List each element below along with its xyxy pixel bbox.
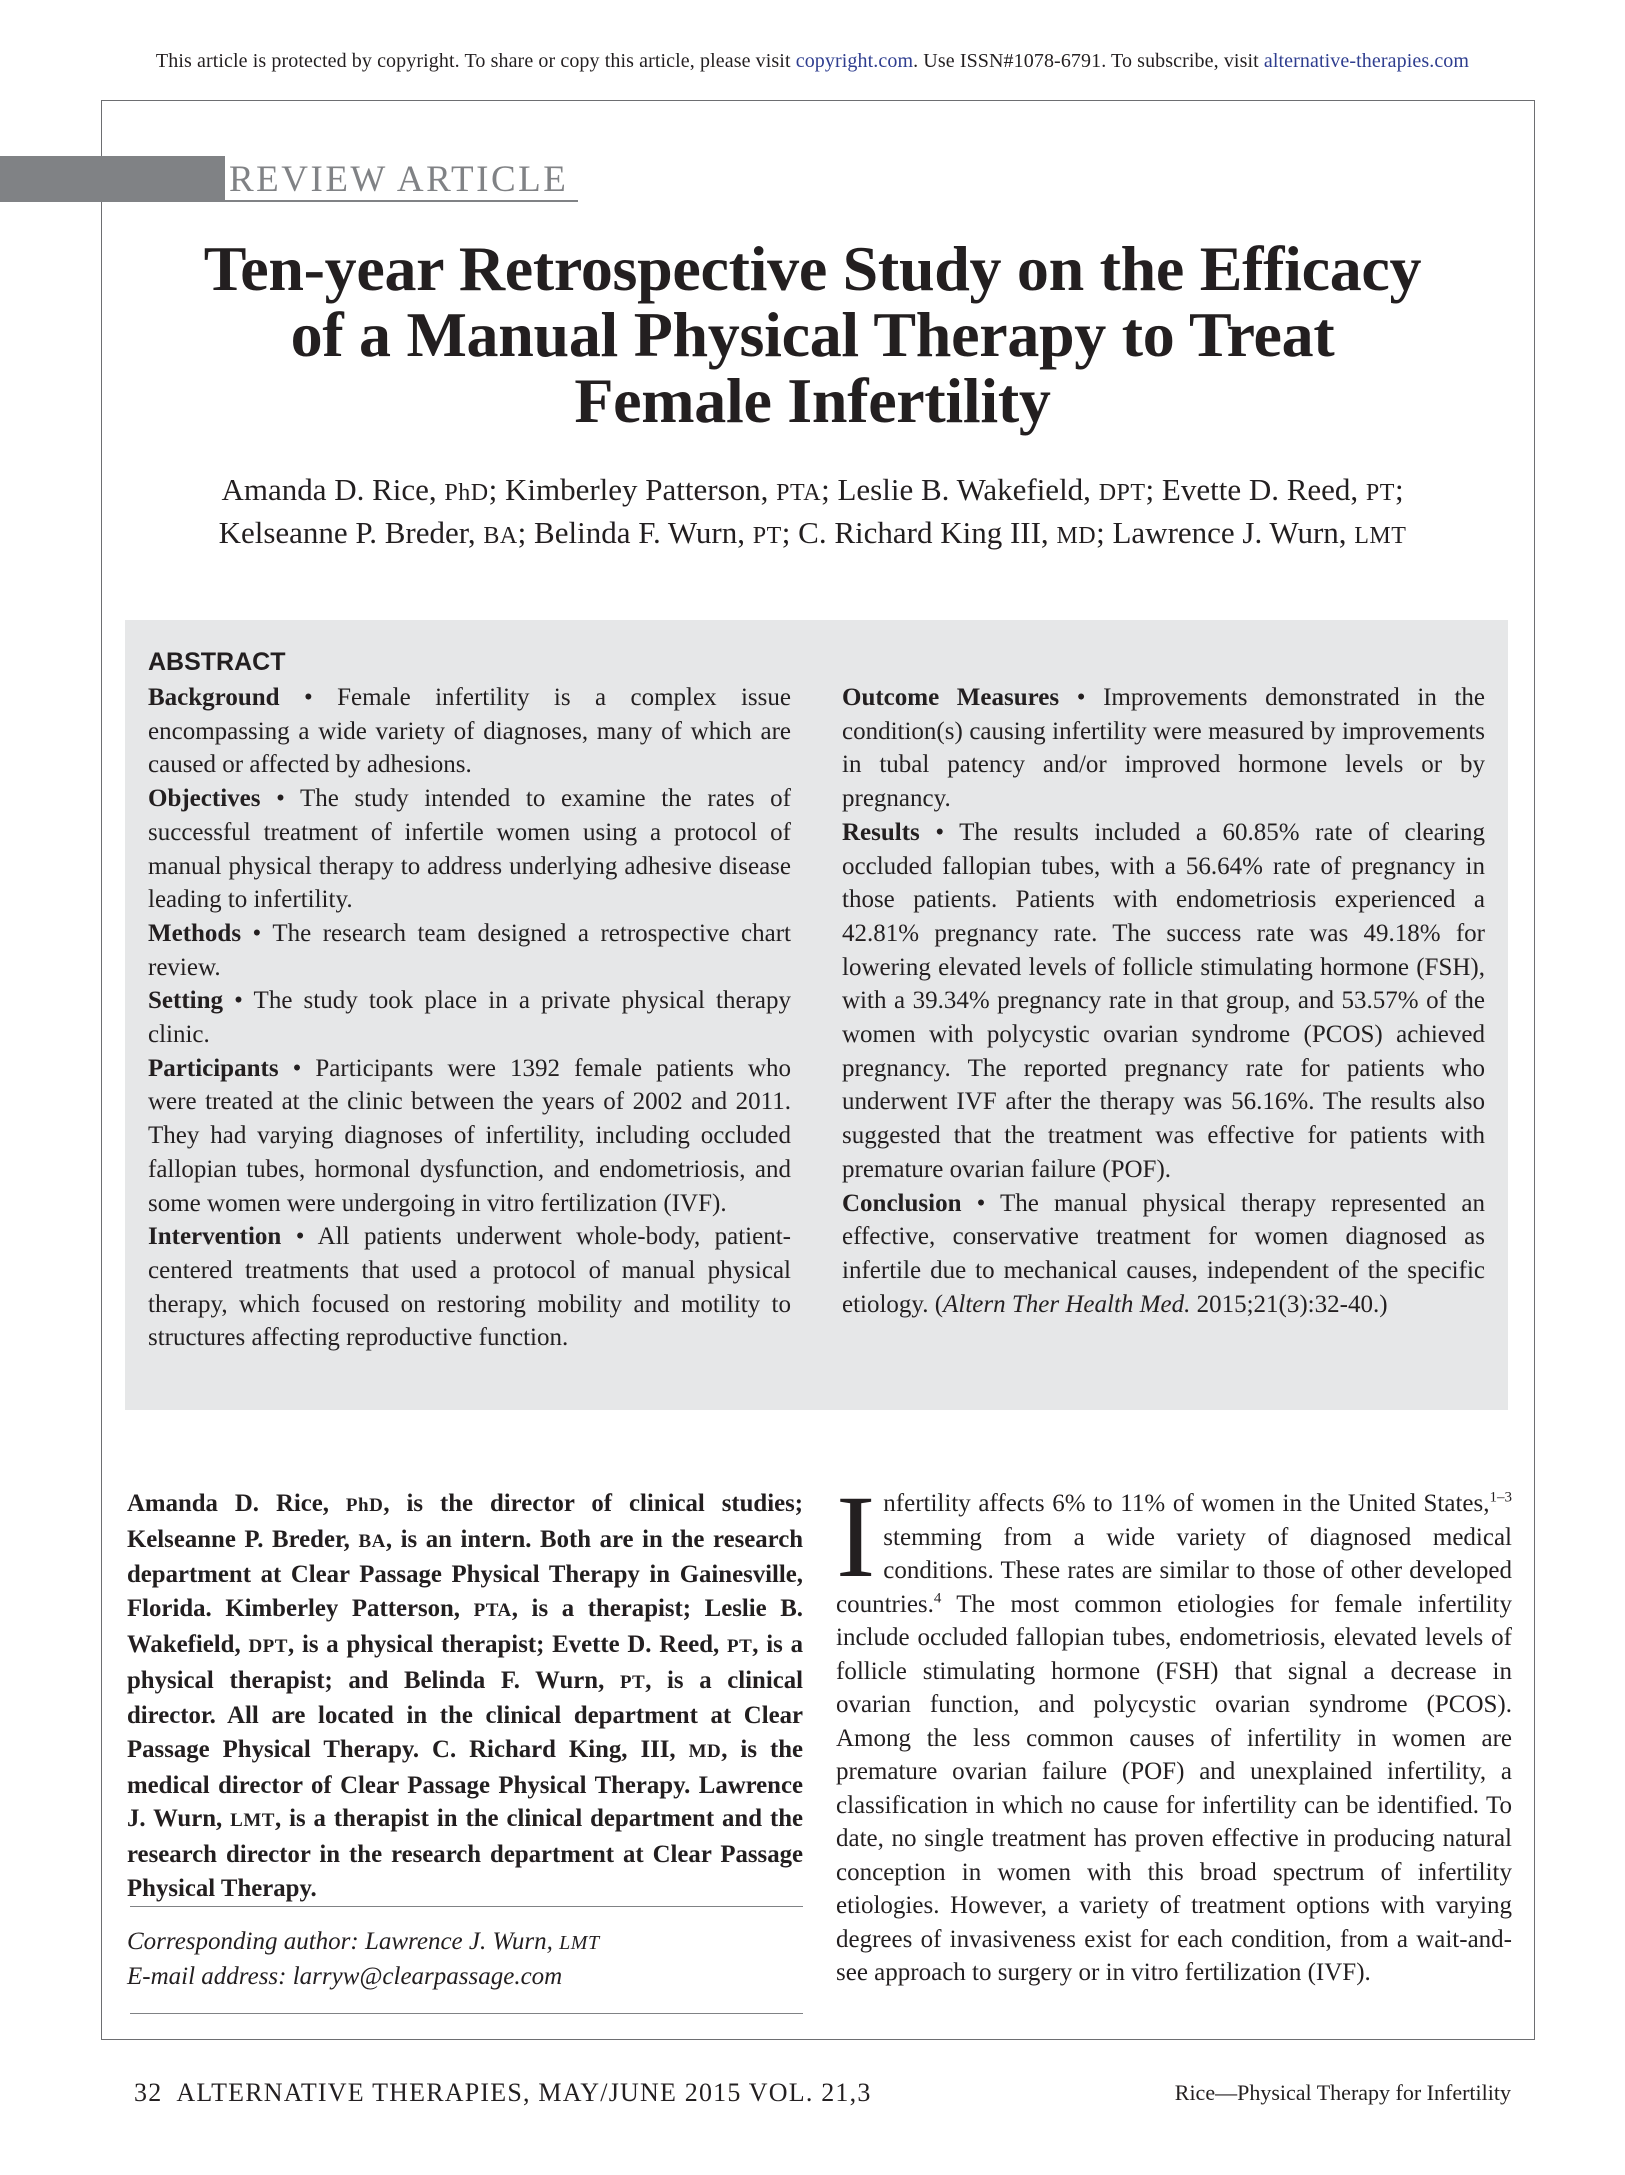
affiliation-credential: PTA: [473, 1600, 512, 1622]
abstract-outcome-measures: [842, 681, 1485, 816]
corresponding-author-credential: LMT: [559, 1932, 600, 1954]
affiliation-credential: MD: [688, 1740, 722, 1762]
author-credential: BA: [483, 523, 518, 549]
author-name: Belinda F. Wurn,: [534, 515, 753, 550]
affiliation-credential: PT: [619, 1671, 646, 1693]
abstract-text: • Female infertility is a complex issue encompassing a wide variety of diagnoses, many of which are caused or affected by adhesions.: [148, 684, 791, 779]
divider-top: [130, 1906, 803, 1907]
abstract-column-left: [148, 681, 791, 1355]
affiliation-text: , is a therapist; Leslie B. Wakefield,: [127, 1595, 804, 1658]
affiliation-credential: PhD: [345, 1495, 384, 1516]
author-credential: PT: [752, 523, 782, 549]
author-name: C. Richard King III,: [798, 515, 1057, 550]
abstract-label: Outcome Measures: [842, 684, 1060, 711]
abstract-label: Results: [842, 818, 920, 846]
notice-text-middle: . Use ISSN#1078-6791. To subscribe, visit: [913, 50, 1264, 72]
affiliation-credential: DPT: [248, 1635, 288, 1657]
running-title: Rice—Physical Therapy for Infertility: [1174, 2080, 1511, 2105]
title-line-3: Female Infertility: [574, 365, 1051, 436]
notice-text: This article is protected by copyright. To share or copy this article, please visit: [155, 50, 796, 72]
affiliation-credential: PT: [727, 1635, 753, 1657]
author-separator: ;: [488, 472, 505, 507]
citation-ref: 4: [933, 1590, 942, 1607]
title-line-1: Ten-year Retrospective Study on the Efficacy: [203, 233, 1422, 304]
affiliation-text: , is a therapist in the clinical department and the research director in the research department at Clear Passage Physical Therapy.: [127, 1805, 803, 1902]
author-separator: ;: [781, 515, 799, 550]
author-separator: ;: [517, 515, 535, 550]
author-credential: LMT: [1354, 523, 1407, 549]
abstract-text: • The study took place in a private physical therapy clinic.: [148, 987, 791, 1049]
affiliation-credential: BA: [358, 1530, 386, 1552]
abstract-heading: ABSTRACT: [148, 648, 286, 676]
affiliation-text: , is a physical therapist; and Belinda F. Wurn,: [127, 1630, 803, 1694]
section-label: REVIEW ARTICLE: [225, 156, 578, 202]
abstract-participants: [148, 1052, 791, 1221]
author-credential: PTA: [776, 480, 822, 506]
copyright-link[interactable]: copyright.com: [795, 50, 914, 72]
citation-journal: Altern Ther Health Med.: [943, 1290, 1191, 1318]
abstract-label: Setting: [148, 987, 223, 1015]
body-text-1: nfertility affects 6% to 11% of women in the United States,: [883, 1490, 1490, 1517]
abstract-text: • The manual physical therapy represented an effective, conservative treatment for women diagnosed as infertile due to mechanical causes, independent of the specific etiology. (: [842, 1189, 1485, 1318]
author-name: Amanda D. Rice,: [221, 472, 445, 507]
affiliation-text: Amanda D. Rice,: [127, 1490, 346, 1517]
abstract-label: Participants: [148, 1054, 279, 1082]
abstract-setting: [148, 984, 791, 1051]
author-credential: MD: [1056, 523, 1097, 549]
author-name: Evette D. Reed,: [1161, 472, 1366, 507]
affiliation-text: , is a clinical director. All are located in the clinical department at Clear Passage Physical Therapy. C. Richard King, III,: [127, 1666, 803, 1763]
author-separator: ;: [1145, 472, 1162, 507]
abstract-column-right: [842, 681, 1485, 1321]
body-text-2: stemming from a wide variety of diagnosed medical conditions. These rates are similar to those of other developed countries.: [836, 1523, 1512, 1618]
author-name: Lawrence J. Wurn,: [1112, 515, 1355, 550]
page-number: 32: [134, 2078, 163, 2107]
subscribe-link[interactable]: alternative-therapies.com: [1263, 50, 1470, 72]
body-paragraph: [836, 1471, 1512, 1990]
author-list: [130, 470, 1495, 556]
author-separator: ;: [1394, 472, 1404, 507]
body-text-3: The most common etiologies for female infertility include occluded fallopian tubes, endometriosis, elevated levels of follicle stimulating hormone (FSH) that signal a decrease in ovarian function, and polycystic ovarian syndrome (PCOS). Among the less common causes of infertility in women are premature ovarian failure (POF) and unexplained infertility, a classification in which no cause for infertility can be identified. To date, no single treatment has proven effective in producing natural conception in women with this broad spectrum of infertility etiologies. However, a variety of treatment options with varying degrees of invasiveness exist for each condition, from a wait-and-see approach to surgery or in vitro fertilization (IVF).: [836, 1590, 1512, 1986]
divider-bottom: [130, 2013, 803, 2014]
drop-cap: I: [836, 1471, 876, 1602]
affiliation-text: , is the director of clinical studies; Kelseanne P. Breder,: [127, 1490, 803, 1553]
abstract-background: [148, 681, 791, 782]
abstract-results: [842, 816, 1485, 1187]
abstract-label: Background: [148, 684, 280, 711]
citation-details: 2015;21(3):32-40.): [1190, 1290, 1388, 1318]
author-name: Kelseanne P. Breder,: [218, 515, 484, 550]
author-separator: ;: [821, 472, 838, 507]
journal-issue: ALTERNATIVE THERAPIES, MAY/JUNE 2015 VOL. 21,3: [176, 2078, 872, 2107]
abstract-objectives: [148, 782, 791, 917]
affiliation-text: , is a physical therapist; Evette D. Reed,: [287, 1630, 727, 1658]
author-affiliations: [127, 1487, 803, 1905]
abstract-text: • Improvements demonstrated in the condition(s) causing infertility were measured by improvements in tubal patency and/or improved hormone levels or by pregnancy.: [842, 684, 1485, 813]
footer-journal-info: [134, 2078, 872, 2108]
correspondence-block: [127, 1925, 803, 1994]
abstract-text: • The research team designed a retrospective chart review.: [148, 919, 791, 981]
abstract-text: • The results included a 60.85% rate of clearing occluded fallopian tubes, with a 56.64% rate of pregnancy in those patients. Patients with endometriosis experienced a 42.81% pregnancy rate. The success rate was 49.18% for lowering elevated levels of follicle stimulating hormone (FSH), with a 39.34% pregnancy rate in that group, and 53.57% of the women with polycystic ovarian syndrome (PCOS) achieved pregnancy. The reported pregnancy rate for patients who underwent IVF after the therapy was 56.16%. The results also suggested that the treatment was effective for patients with premature ovarian failure (POF).: [842, 818, 1485, 1183]
abstract-label: Objectives: [148, 785, 261, 813]
author-name: Leslie B. Wakefield,: [837, 472, 1099, 507]
affiliation-text: , is the medical director of Clear Passage Physical Therapy. Lawrence J. Wurn,: [127, 1735, 803, 1833]
author-separator: ;: [1096, 515, 1113, 550]
corresponding-author-text: Corresponding author: Lawrence J. Wurn,: [127, 1928, 560, 1955]
affiliation-credential: LMT: [230, 1810, 275, 1832]
author-name: Kimberley Patterson,: [504, 472, 777, 507]
article-title: [130, 233, 1495, 436]
copyright-notice: [0, 50, 1625, 73]
author-credential: PT: [1365, 480, 1395, 506]
abstract-methods: [148, 917, 791, 984]
author-credential: DPT: [1098, 480, 1146, 506]
abstract-label: Methods: [148, 919, 242, 947]
abstract-label: Intervention: [148, 1223, 282, 1251]
abstract-text: • All patients underwent whole-body, patient-centered treatments that used a protocol of manual physical therapy, which focused on restoring mobility and motility to structures affecting reproductive function.: [148, 1223, 791, 1352]
abstract-intervention: [148, 1220, 791, 1355]
affiliation-text: , is an intern. Both are in the research department at Clear Passage Physical Therapy in Gainesville, Florida. Kimberley Patterson,: [127, 1525, 803, 1623]
corresponding-author: [127, 1925, 803, 1960]
author-credential: PhD: [444, 480, 489, 506]
abstract-text: • Participants were 1392 female patients who were treated at the clinic between the years of 2002 and 2011. They had varying diagnoses of infertility, including occluded fallopian tubes, hormonal dysfunction, and endometriosis, and some women were undergoing in vitro fertilization (IVF).: [148, 1054, 791, 1217]
title-line-2: of a Manual Physical Therapy to Treat: [290, 299, 1335, 370]
abstract-label: Conclusion: [842, 1189, 962, 1217]
abstract-conclusion: [842, 1187, 1485, 1322]
citation-ref: 1–3: [1489, 1489, 1512, 1506]
abstract-text: • The study intended to examine the rates of successful treatment of infertile women using a protocol of manual physical therapy to address underlying adhesive disease leading to infertility.: [148, 785, 791, 914]
contact-email: E-mail address: larryw@clearpassage.com: [127, 1963, 563, 1990]
